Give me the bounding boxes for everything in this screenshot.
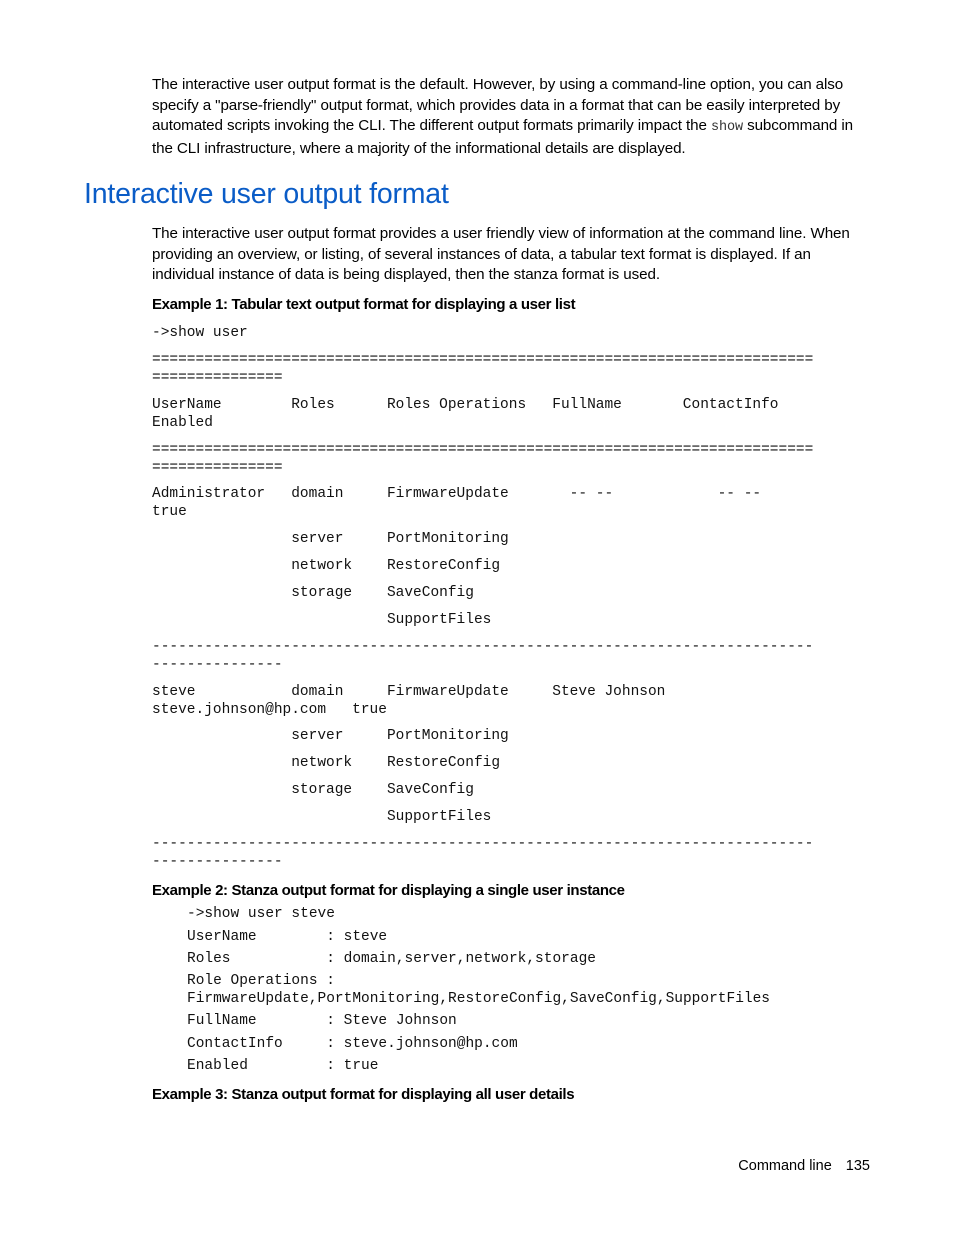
code-line: SupportFiles xyxy=(152,809,492,825)
code-line: ============================================================================ xyxy=(152,352,814,368)
code-line: Administrator domain FirmwareUpdate -- -- -- -- xyxy=(152,486,762,502)
code-line: ->show user steve xyxy=(187,906,335,922)
code-line: storage SaveConfig xyxy=(152,782,474,798)
code-line: Roles : domain,server,network,storage xyxy=(187,951,596,967)
code-line: FullName : Steve Johnson xyxy=(187,1013,457,1029)
example-1-title: Example 1: Tabular text output format for displaying a user list xyxy=(152,296,576,313)
code-line: server PortMonitoring xyxy=(152,531,509,547)
code-line: UserName : steve xyxy=(187,929,388,945)
code-line: true xyxy=(152,504,187,520)
code-line: =============== xyxy=(152,460,283,476)
footer-section-name: Command line xyxy=(738,1158,832,1174)
intro-paragraph xyxy=(152,75,872,160)
code-line: Enabled : true xyxy=(187,1058,379,1074)
intro-text-start: The interactive user output format is the default. However, by using a command-line option, you can also specify a "parse-friendly" output format, which provides data in a format that can be easily interpreted by automated scripts invoking the CLI. The different output formats primarily impact the xyxy=(152,76,844,135)
code-line: steve domain FirmwareUpdate Steve Johnson xyxy=(152,684,666,700)
code-line: --------------- xyxy=(152,854,283,870)
code-line: storage SaveConfig xyxy=(152,585,474,601)
code-line: steve.johnson@hp.com true xyxy=(152,702,387,718)
section-heading: Interactive user output format xyxy=(84,178,449,210)
code-line: ============================================================================ xyxy=(152,442,814,458)
code-line: ContactInfo : steve.johnson@hp.com xyxy=(187,1036,518,1052)
page-footer xyxy=(738,1158,870,1174)
section-paragraph: The interactive user output format provides a user friendly view of information at the command line. When providing an overview, or listing, of several instances of data, a tabular text format is displayed. If an individual instance of data is being displayed, then the stanza format is used. xyxy=(152,225,850,284)
code-line: SupportFiles xyxy=(152,612,492,628)
example-3-title: Example 3: Stanza output format for displaying all user details xyxy=(152,1086,575,1103)
page-number: 135 xyxy=(845,1158,870,1174)
code-line: Enabled xyxy=(152,415,213,431)
code-line: ---------------------------------------------------------------------------- xyxy=(152,639,814,655)
code-line: --------------- xyxy=(152,657,283,673)
code-line: =============== xyxy=(152,370,283,386)
example-2-title: Example 2: Stanza output format for displaying a single user instance xyxy=(152,882,625,899)
code-line: server PortMonitoring xyxy=(152,728,509,744)
code-line: FirmwareUpdate,PortMonitoring,RestoreConfig,SaveConfig,SupportFiles xyxy=(187,991,770,1007)
intro-text-end: subcommand in the CLI infrastructure, where a majority of the informational details are displayed. xyxy=(152,117,853,158)
code-line: Role Operations : xyxy=(187,973,335,989)
code-line: UserName Roles Roles Operations FullName ContactInfo xyxy=(152,397,779,413)
code-line: ->show user xyxy=(152,325,248,341)
code-line: network RestoreConfig xyxy=(152,755,501,771)
inline-code-show: show xyxy=(710,120,743,136)
code-line: network RestoreConfig xyxy=(152,558,501,574)
code-line: ---------------------------------------------------------------------------- xyxy=(152,836,814,852)
